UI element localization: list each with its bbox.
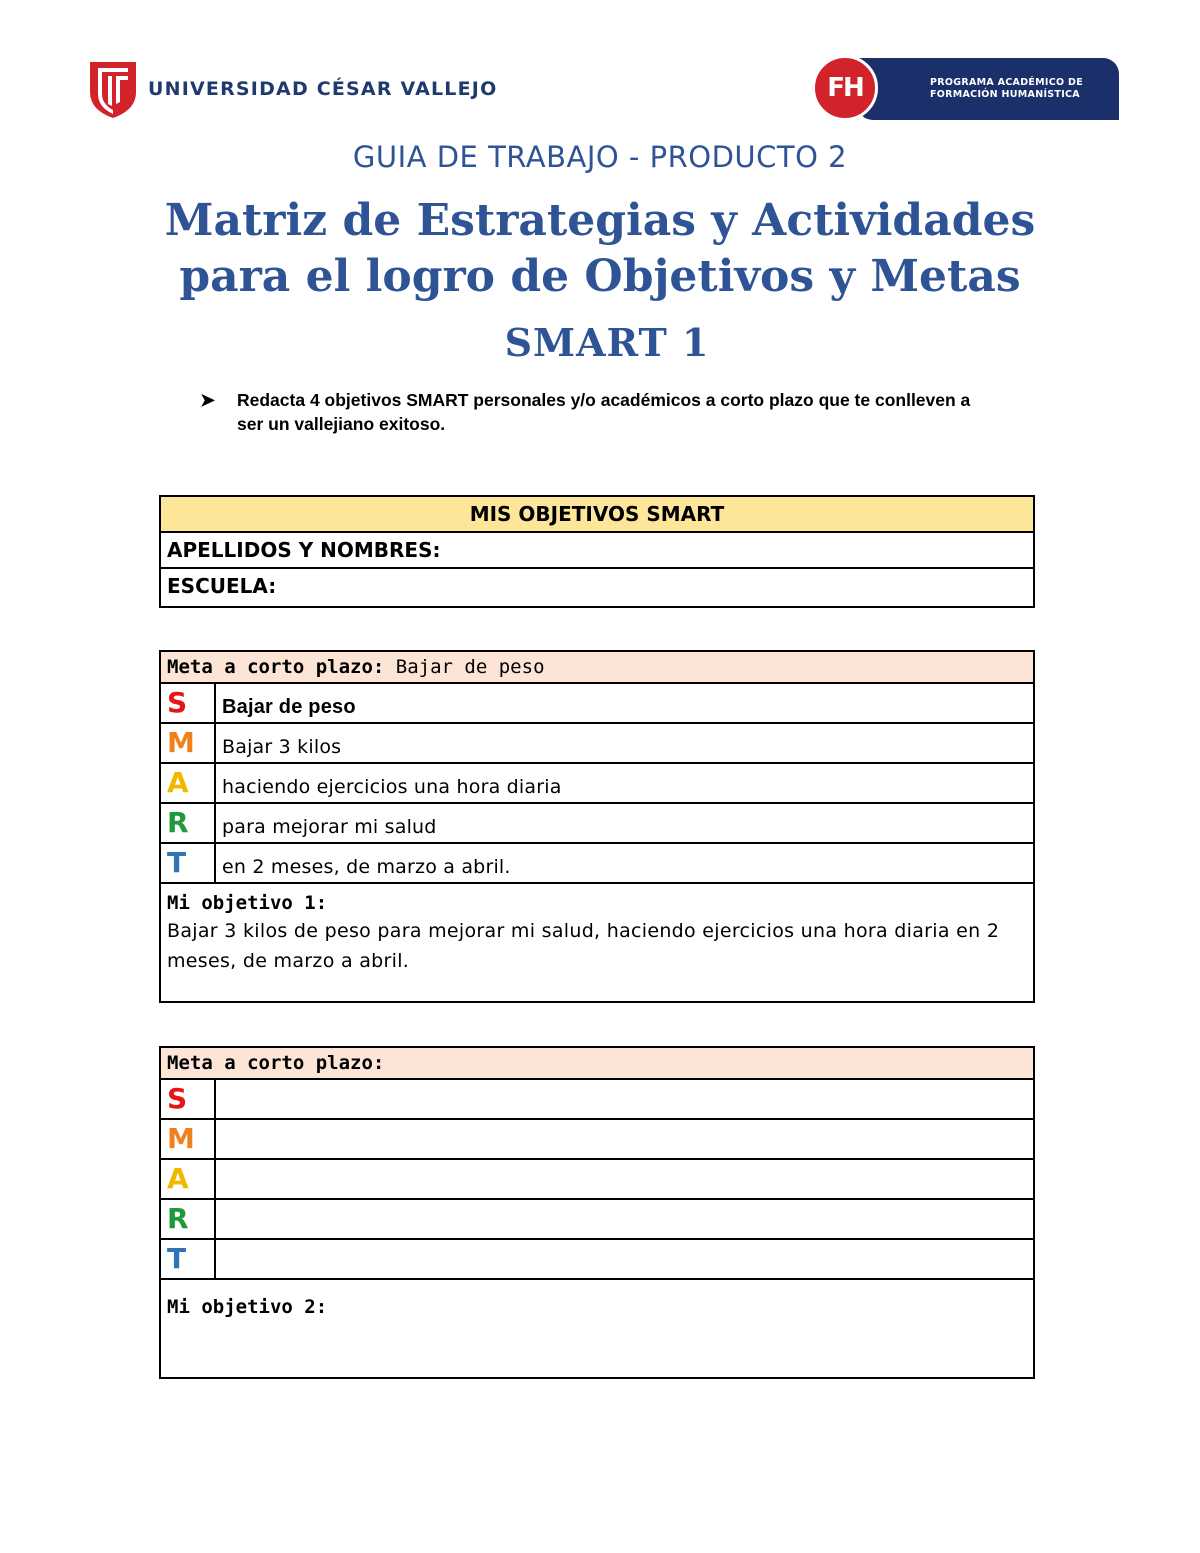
smart-value[interactable] — [216, 1120, 1033, 1158]
smart-value[interactable] — [216, 1080, 1033, 1118]
goal-table-2 — [159, 1046, 1035, 1379]
main-title-line-2: para el logro de Objetivos y Metas — [179, 251, 1021, 302]
guide-title: GUIA DE TRABAJO - PRODUCTO 2 — [352, 140, 848, 174]
smart-letter: T — [161, 1240, 216, 1278]
smart-row-s — [161, 1080, 1033, 1120]
meta-value: Bajar de peso — [395, 656, 545, 678]
smart-letter: A — [161, 1160, 216, 1198]
names-field[interactable]: APELLIDOS Y NOMBRES: — [161, 533, 1033, 569]
university-name: UNIVERSIDAD CÉSAR VALLEJO — [148, 78, 498, 100]
university-logo — [88, 58, 497, 120]
info-table-header: MIS OBJETIVOS SMART — [161, 497, 1033, 533]
arrow-bullet-icon: ➤ — [200, 390, 216, 410]
school-field[interactable]: ESCUELA: — [167, 574, 277, 598]
smart-letter: S — [161, 1080, 216, 1118]
smart-letter: R — [161, 804, 216, 842]
smart-value[interactable]: haciendo ejercicios una hora diaria — [222, 776, 562, 798]
meta-label: Meta a corto plazo: — [167, 656, 385, 678]
student-info-table — [159, 495, 1035, 608]
instruction-text: Redacta 4 objetivos SMART personales y/o académicos a corto plazo que te conlleven a ser un vallejiano exitoso. — [237, 390, 971, 434]
smart-value[interactable] — [216, 1160, 1033, 1198]
main-title — [0, 193, 1200, 305]
smart-letter: S — [161, 684, 216, 722]
program-name — [930, 77, 1083, 101]
smart-value[interactable]: Bajar 3 kilos — [222, 736, 342, 758]
smart-letter: T — [161, 844, 216, 882]
meta-header[interactable] — [161, 1048, 1033, 1080]
smart-value[interactable] — [216, 1240, 1033, 1278]
main-title-line-1: Matriz de Estrategias y Actividades — [164, 195, 1036, 246]
smart-row-t — [161, 1240, 1033, 1280]
objective-cell[interactable] — [161, 1280, 1033, 1326]
objective-label: Mi objetivo 2: — [167, 1296, 328, 1318]
smart-row-a — [161, 764, 1033, 804]
smart-row-t — [161, 844, 1033, 884]
smart-row-m — [161, 1120, 1033, 1160]
goal-table-1 — [159, 650, 1035, 1003]
fh-badge-icon: FH — [812, 55, 878, 121]
smart-row-a — [161, 1160, 1033, 1200]
program-line-1: PROGRAMA ACADÉMICO DE — [930, 77, 1084, 88]
smart-row-r — [161, 1200, 1033, 1240]
program-line-2: FORMACIÓN HUMANÍSTICA — [930, 89, 1080, 100]
meta-label: Meta a corto plazo: — [167, 1052, 385, 1074]
ucv-shield-icon — [88, 58, 138, 120]
smart-letter: A — [161, 764, 216, 802]
smart-letter: R — [161, 1200, 216, 1238]
smart-row-m — [161, 724, 1033, 764]
instruction — [200, 388, 1000, 436]
objective-label: Mi objetivo 1: — [167, 892, 328, 914]
smart-value[interactable]: para mejorar mi salud — [222, 816, 437, 838]
smart-value[interactable]: Bajar de peso — [222, 696, 356, 718]
program-logo — [812, 55, 1122, 121]
smart-row-s — [161, 684, 1033, 724]
smart-letter: M — [161, 1120, 216, 1158]
objective-text: Bajar 3 kilos de peso para mejorar mi salud, haciendo ejercicios una hora diaria en 2 meses, de marzo a abril. — [167, 920, 1000, 972]
objective-cell[interactable] — [161, 884, 1033, 982]
meta-header[interactable] — [161, 652, 1033, 684]
smart-letter: M — [161, 724, 216, 762]
smart-title: SMART 1 — [504, 320, 710, 365]
smart-row-r — [161, 804, 1033, 844]
smart-value[interactable]: en 2 meses, de marzo a abril. — [222, 856, 511, 878]
smart-value[interactable] — [216, 1200, 1033, 1238]
